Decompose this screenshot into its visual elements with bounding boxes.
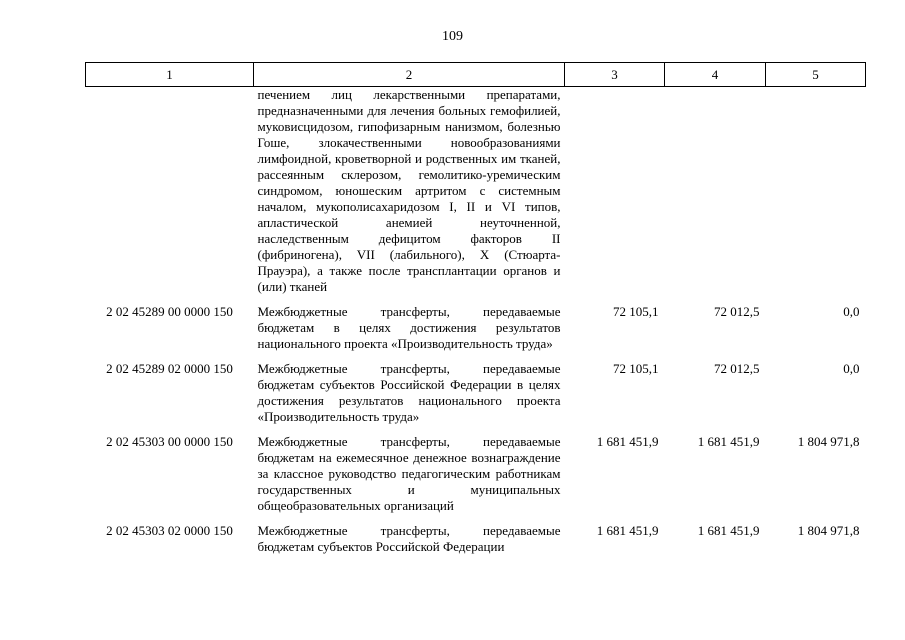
column-header-5: 5 [766,63,866,87]
row-value-col3: 72 105,1 [613,304,659,319]
row-value-col5: 0,0 [843,304,860,319]
page-number: 109 [442,29,463,44]
table-row [86,304,866,361]
row-value-col3: 72 105,1 [613,361,659,376]
row-value-col5: 1 804 971,8 [797,434,860,449]
row-value-col3 [565,87,665,305]
row-description: печением лиц лекарственными препаратами, предназначенными для лечения больных гемофилией, муковисцидозом, гипофизарным нанизмом, болезнью Гоше, злокачественными новообразованиями лимфоидной, кроветворной и родственных им тканей, рассеянным склерозом, гемолитико-уремическим синдромом, юношеским артритом с системным началом, мукополисахаридозом I, II и VI типов, апластической анемией неуточненной, наследственным дефицитом факторов II (фибриногена), VII (лабильного), X (Стюарта-Прауэра), а также после трансплантации органов и (или) тканей [257,87,561,294]
row-value-col5: 1 804 971,8 [797,523,860,538]
table-row [86,434,866,523]
row-code: 2 02 45303 00 0000 150 [106,434,233,449]
row-description: Межбюджетные трансферты, передаваемые бюджетам в целях достижения результатов национального проекта «Производительность труда» [257,304,561,351]
row-value-col4: 72 012,5 [714,361,760,376]
row-value-col4: 1 681 451,9 [697,523,760,538]
row-value-col3: 1 681 451,9 [596,523,659,538]
row-value-col4 [665,87,766,305]
row-code: 2 02 45289 02 0000 150 [106,361,233,376]
table-row [86,523,866,564]
table-row [86,87,866,305]
row-description: Межбюджетные трансферты, передаваемые бюджетам субъектов Российской Федерации в целях достижения результатов национального проекта «Производительность труда» [257,361,561,424]
table-row [86,361,866,434]
row-code: 2 02 45289 00 0000 150 [106,304,233,319]
table-header-row [86,63,866,87]
row-description: Межбюджетные трансферты, передаваемые бюджетам на ежемесячное денежное вознаграждение за классное руководство педагогическим работникам государственных и муниципальных общеобразовательных организаций [257,434,561,513]
row-code: 2 02 45303 02 0000 150 [106,523,233,538]
row-value-col4: 1 681 451,9 [697,434,760,449]
row-value-col5 [766,87,866,305]
column-header-2: 2 [254,63,565,87]
column-header-1: 1 [86,63,254,87]
row-code [86,87,254,305]
row-value-col5: 0,0 [843,361,860,376]
row-value-col4: 72 012,5 [714,304,760,319]
column-header-4: 4 [665,63,766,87]
row-description: Межбюджетные трансферты, передаваемые бюджетам субъектов Российской Федерации [257,523,561,554]
row-value-col3: 1 681 451,9 [596,434,659,449]
column-header-3: 3 [565,63,665,87]
budget-table [85,62,866,564]
